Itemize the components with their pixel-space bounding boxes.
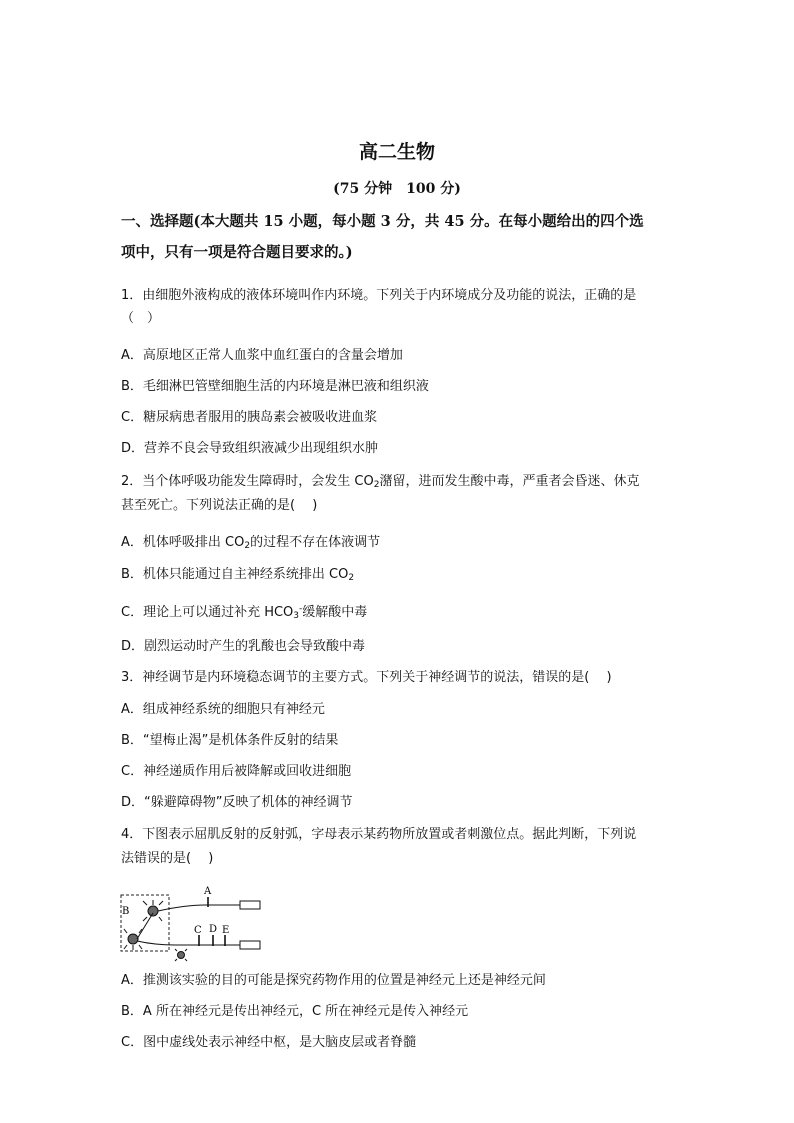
q2-option-b-sub: 2 xyxy=(348,573,355,583)
q2-option-a xyxy=(121,534,380,555)
q2-option-c-sup: - xyxy=(299,604,303,614)
efferent-fiber xyxy=(158,905,240,911)
q3-option-c: C．神经递质作用后被降解或回收进细胞 xyxy=(121,764,352,779)
q3-option-b: B．“望梅止渴”是机体条件反射的结果 xyxy=(121,733,339,748)
label-a: A xyxy=(204,886,212,897)
label-b: B xyxy=(122,906,130,917)
receptor-neuron-body xyxy=(175,949,187,961)
label-d: D xyxy=(209,924,218,935)
q1-option-d: D．营养不良会导致组织液减少出现组织水肿 xyxy=(121,441,379,456)
q1-stem-line2: （ ） xyxy=(121,311,161,326)
q2-option-c-sub: 3 xyxy=(293,611,300,621)
q1-option-b: B．毛细淋巴管壁细胞生活的内环境是淋巴液和组织液 xyxy=(121,379,429,394)
q2-option-a-part1: A．机体呼吸排出 CO xyxy=(121,535,245,550)
q2-stem-line1 xyxy=(121,473,639,494)
q2-stem-part2: 潴留，进而发生酸中毒，严重者会昏迷、休克 xyxy=(379,474,640,489)
q3-option-d: D．“躲避障碍物”反映了机体的神经调节 xyxy=(121,795,353,810)
section-heading-line2: 项中，只有一项是符合题目要求的。) xyxy=(121,244,353,261)
label-e: E xyxy=(222,925,230,936)
q2-option-b-part1: B．机体只能通过自主神经系统排出 CO xyxy=(121,567,349,582)
q1-option-a: A．高原地区正常人血浆中血红蛋白的含量会增加 xyxy=(121,348,403,363)
q3-stem: 3．神经调节是内环境稳态调节的主要方式。下列关于神经调节的说法，错误的是( ) xyxy=(121,670,612,685)
q4-stem-line1: 4．下图表示屈肌反射的反射弧，字母表示某药物所放置或者刺激位点。据此判断，下列说 xyxy=(121,827,637,842)
q1-option-c: C．糖尿病患者服用的胰岛素会被吸收进血浆 xyxy=(121,410,378,425)
q2-stem-line2: 甚至死亡。下列说法正确的是( ) xyxy=(121,498,318,513)
q2-option-b xyxy=(121,566,354,587)
q2-option-c-part2: 缓解酸中毒 xyxy=(302,605,368,620)
q4-option-c: C．图中虚线处表示神经中枢，是大脑皮层或者脊髓 xyxy=(121,1035,417,1050)
q4-stem-line2: 法错误的是( ) xyxy=(121,851,214,866)
q2-option-a-sub: 2 xyxy=(244,541,251,551)
lower-neuron-body xyxy=(124,929,142,950)
q2-option-d: D．剧烈运动时产生的乳酸也会导致酸中毒 xyxy=(121,639,366,654)
section-heading-line1: 一、选择题(本大题共 15 小题，每小题 3 分，共 45 分。在每小题给出的四个选 xyxy=(121,213,644,230)
interneuron-fiber xyxy=(137,913,153,939)
exam-duration-score: (75 分钟 100 分) xyxy=(333,181,461,197)
q2-stem-part1: 2．当个体呼吸功能发生障碍时，会发生 CO xyxy=(121,474,374,489)
receptor-box xyxy=(240,941,260,949)
q4-option-a: A．推测该实验的目的可能是探究药物作用的位置是神经元上还是神经元间 xyxy=(121,973,546,988)
q2-option-a-part2: 的过程不存在体液调节 xyxy=(250,535,381,550)
q3-option-a: A．组成神经系统的细胞只有神经元 xyxy=(121,702,325,717)
effector-box xyxy=(240,901,260,909)
reflex-arc-diagram xyxy=(115,883,265,963)
q2-option-c xyxy=(121,600,367,625)
q1-stem-line1: 1．由细胞外液构成的液体环境叫作内环境。下列关于内环境成分及功能的说法，正确的是 xyxy=(121,288,637,303)
q4-option-b: B．A 所在神经元是传出神经元，C 所在神经元是传入神经元 xyxy=(121,1004,469,1019)
q2-option-c-part1: C．理论上可以通过补充 HCO xyxy=(121,605,294,620)
q2-sub-2: 2 xyxy=(373,480,380,490)
label-c: C xyxy=(194,925,202,936)
page-title: 高二生物 xyxy=(358,141,435,163)
